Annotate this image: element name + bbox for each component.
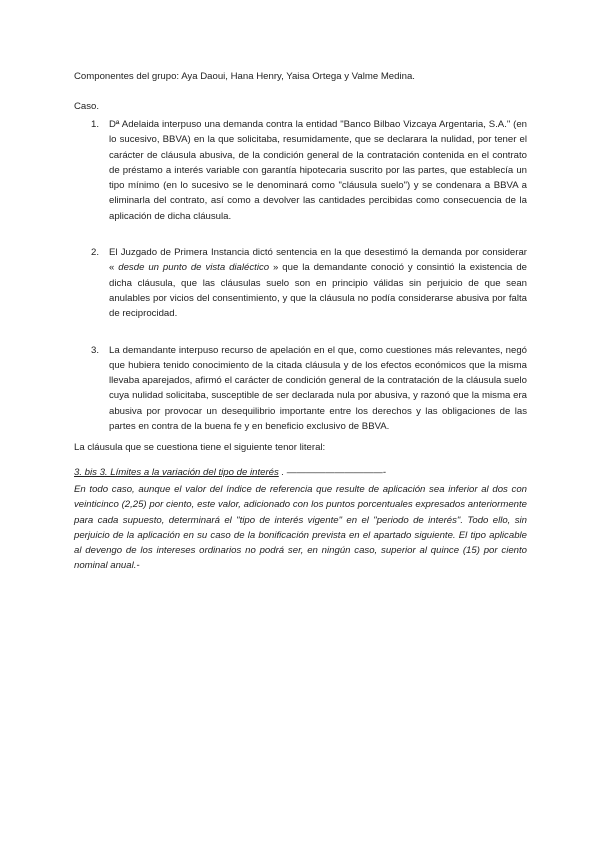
list-number: 1. bbox=[91, 119, 100, 130]
list-item bbox=[74, 245, 527, 321]
list-item-text: La demandante interpuso recurso de apelación en el que, como cuestiones más relevantes, negó que hubiera tenido conocimiento de la citada cláusula y de los efectos económicos que la misma llevaba aparejados, afirmó el carácter de condición general de la contratación de la cláusula suelo cuya nulidad solicitaba, susceptible de ser declarada nula por abusiva, y razonó que la misma era abusiva por provocar un desequilibrio importante entre los derechos y las obligaciones de las partes en contra de la buena fe y en beneficio exclusivo de BBVA. bbox=[109, 344, 527, 433]
list-item bbox=[74, 343, 527, 435]
case-heading: Caso. bbox=[74, 101, 100, 112]
text-before-quote: El Juzgado de Primera Instancia dictó sentencia en la que desestimó la demanda por considerar « bbox=[109, 247, 527, 274]
quoted-italic-text: desde un punto de vista dialéctico bbox=[118, 262, 270, 274]
list-item-text: Dª Adelaida interpuso una demanda contra la entidad "Banco Bilbao Vizcaya Argentaria, S.A." (en lo sucesivo, BBVA) en la que solicitaba, resumidamente, que se declarara la nulidad, por tener el carácter de cláusula abusiva, de la condición general de la contratación contenida en el contrato de préstamo a interés variable con garantía hipotecaria suscrito por las partes, que establecía un tipo mínimo (en lo sucesivo se le denominará como "cláusula suelo") y se condenara a BBVA a eliminarla del contrato, así como a devolver las cantidades percibidas como consecuencia de la aplicación de dicha cláusula. bbox=[109, 119, 527, 222]
clause-title: 3. bis 3. Límites a la variación del tipo de interés bbox=[74, 467, 279, 478]
group-members-line: Componentes del grupo: Aya Daoui, Hana Henry, Yaisa Ortega y Valme Medina. bbox=[74, 71, 415, 82]
case-facts-list bbox=[74, 117, 527, 434]
list-item bbox=[74, 117, 527, 224]
list-number: 2. bbox=[91, 247, 100, 259]
clause-heading bbox=[74, 465, 386, 480]
text-after-quote: » que la demandante conoció y consintió la existencia de dicha cláusula, que las cláusulas suelo son en principio válidas sin perjuicio de que sean anulables por vicios del consentimiento, y que la cláusula no podía considerarse abusiva por falta de reciprocidad. bbox=[109, 262, 527, 320]
list-number: 3. bbox=[91, 344, 100, 356]
clause-title-dashes: . ——————————- bbox=[278, 467, 386, 478]
clause-text: En todo caso, aunque el valor del índice de referencia que resulte de aplicación sea inferior al dos con veinticinco (2,25) por ciento, este valor, adicionado con los puntos porcentuales expresados anteriormente para cada supuesto, determinará el "tipo de interés vigente" en el "periodo de interés". Todo ello, sin perjuicio de la aplicación en su caso de la bonificación prevista en el apartado siguiente. El tipo aplicable al devengo de los intereses ordinarios no podrá ser, en ningún caso, superior al quince (15) por ciento nominal anual.- bbox=[74, 484, 527, 572]
list-item-text bbox=[109, 247, 527, 319]
clause-intro: La cláusula que se cuestiona tiene el siguiente tenor literal: bbox=[74, 442, 326, 453]
